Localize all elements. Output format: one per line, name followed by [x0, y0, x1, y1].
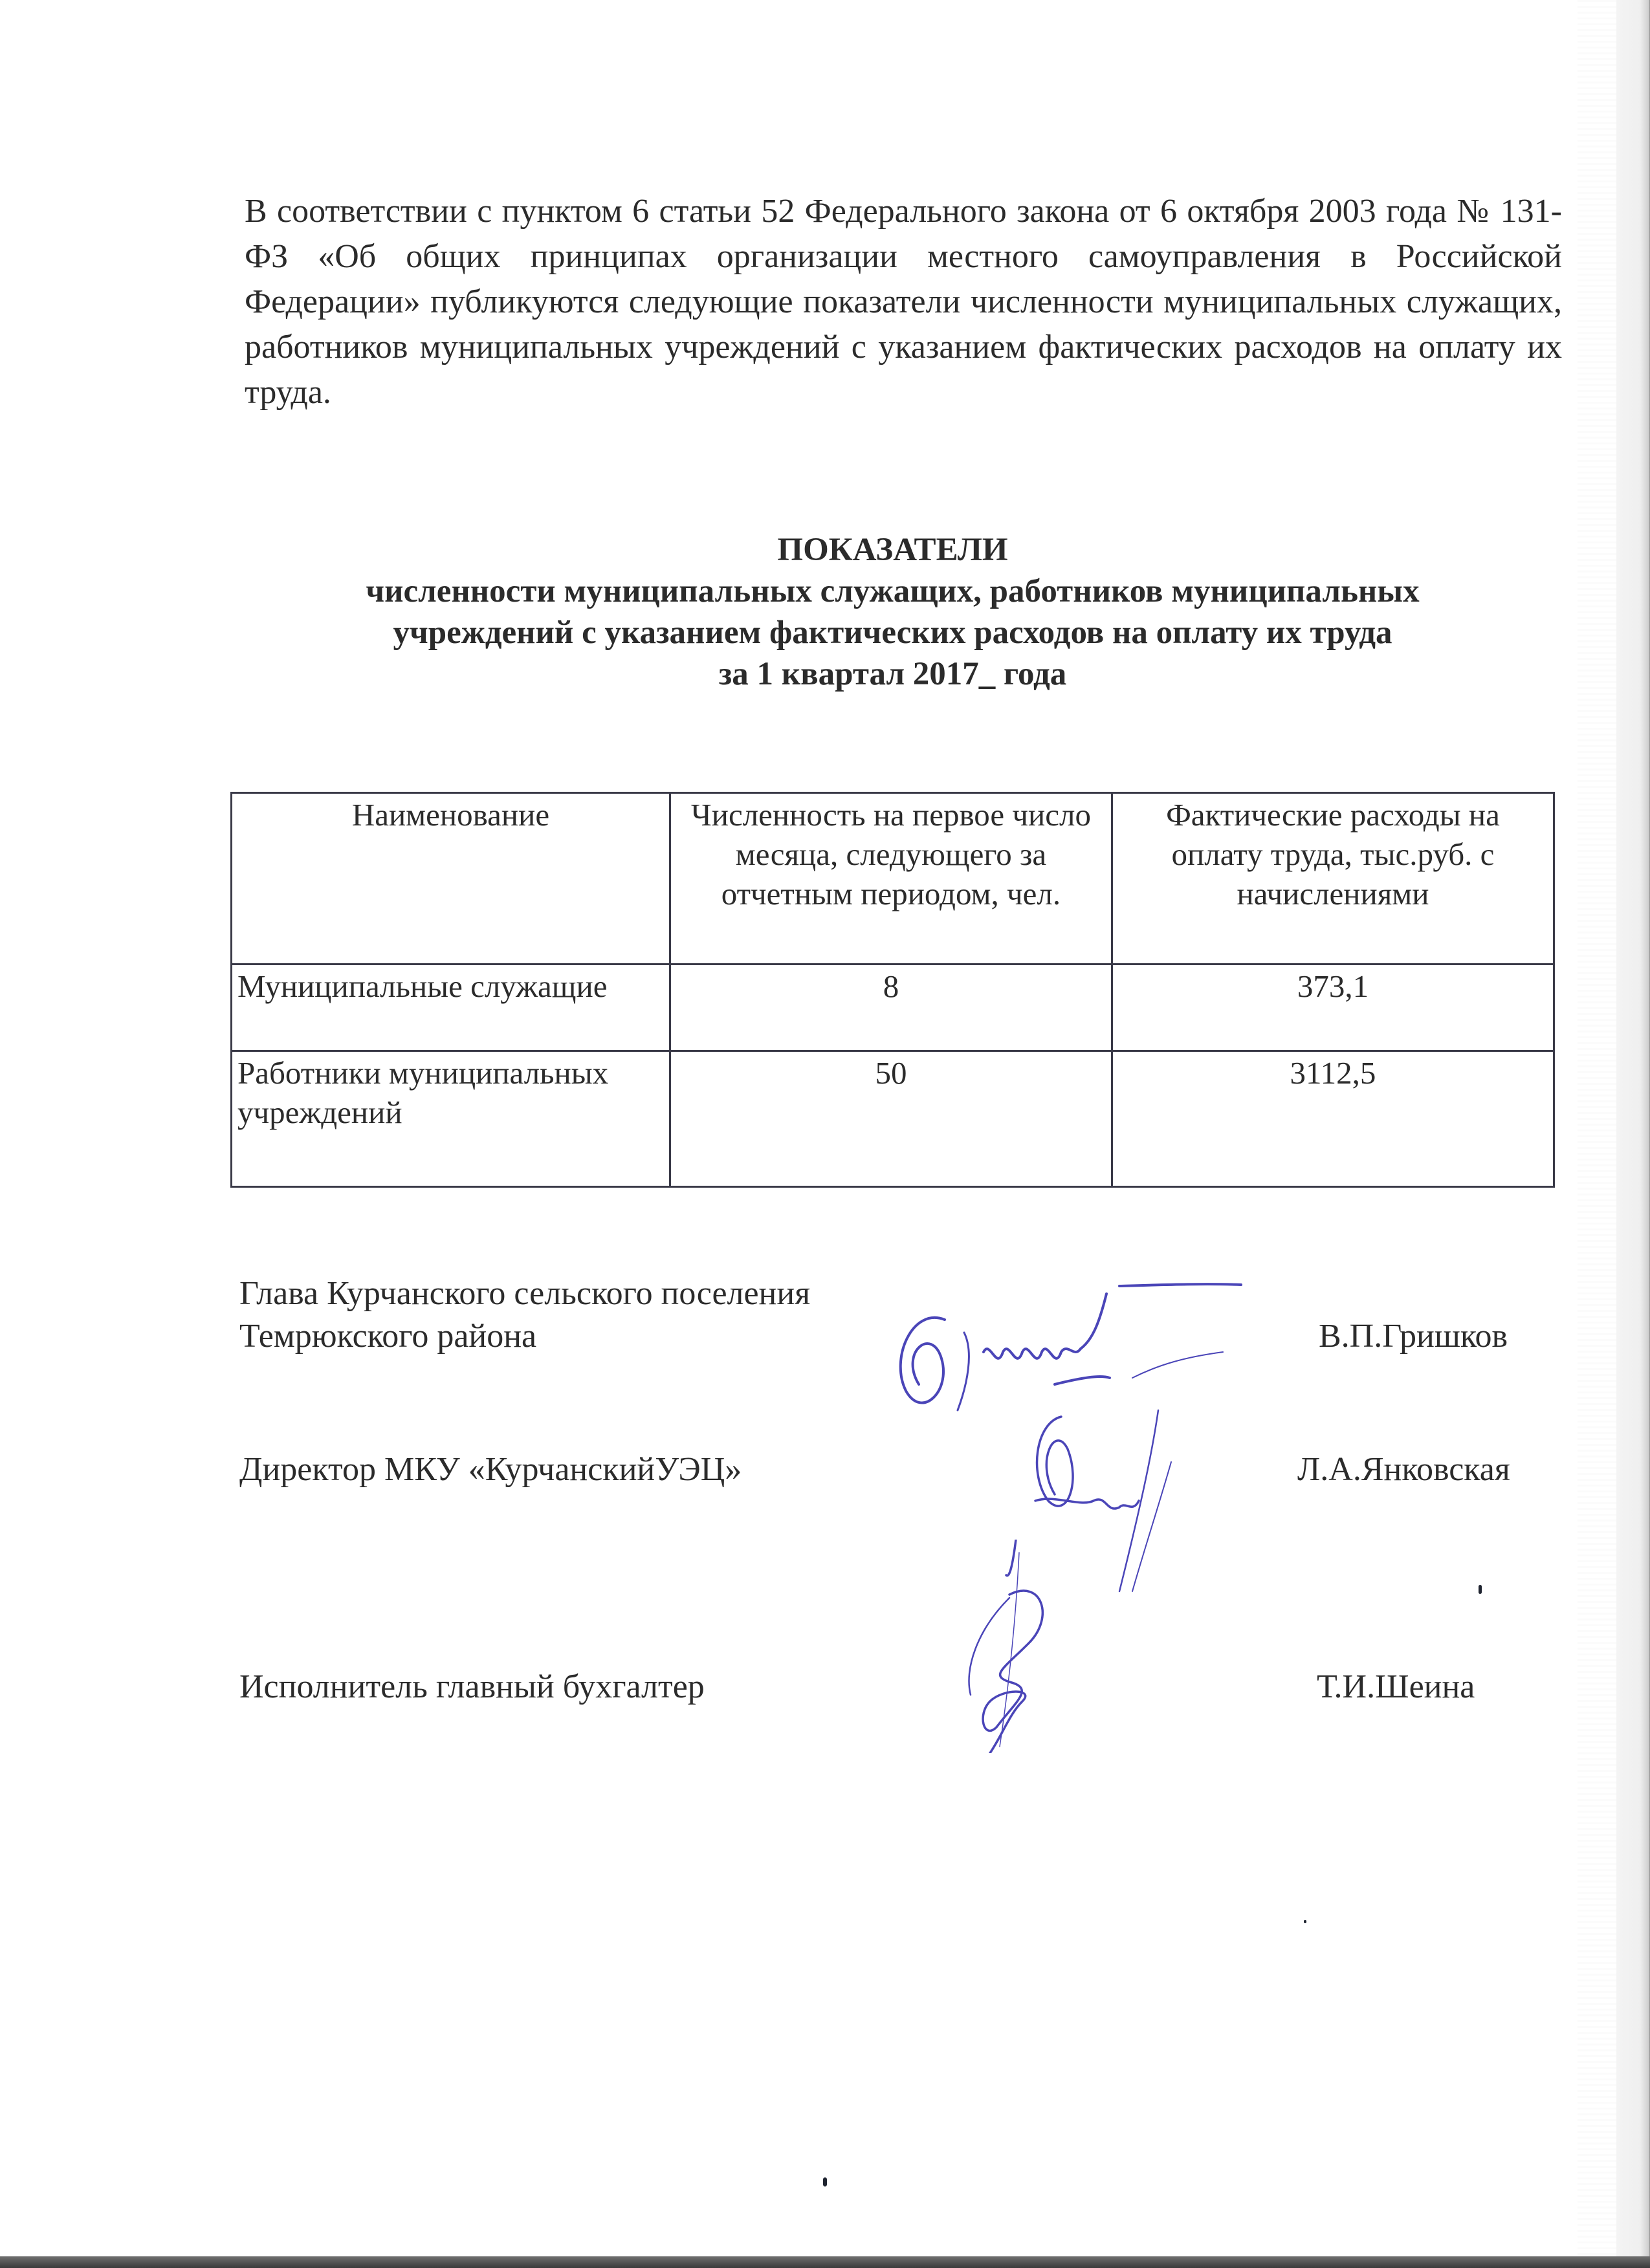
title-heading: ПОКАЗАТЕЛИ — [777, 532, 1008, 568]
document-title — [230, 529, 1555, 695]
header-name: Наименование — [232, 793, 670, 965]
scan-dot — [1479, 1585, 1482, 1594]
indicators-table — [230, 792, 1555, 1188]
signatory-position-3: Исполнитель главный бухгалтер — [239, 1668, 705, 1705]
signatory-name-2: Л.А.Янковская — [1297, 1451, 1510, 1488]
scan-noise — [1578, 0, 1616, 2258]
header-count: Численность на первое число месяца, следующего за отчетным периодом, чел. — [670, 793, 1112, 965]
signatory-position-2: Директор МКУ «КурчанскийУЭЦ» — [239, 1451, 742, 1488]
signature-sheina — [938, 1540, 1132, 1753]
intro-paragraph: В соответствии с пунктом 6 статьи 52 Федерального закона от 6 октября 2003 года № 131-ФЗ «Об общих принципах организации местного самоуправления в Российской Федерации» публикуются следующие показатели численности муниципальных служащих, работников муниципальных учреждений с указанием фактических расходов на оплату их труда. — [245, 193, 1562, 411]
signatory-name-1: В.П.Гришков — [1319, 1318, 1508, 1355]
row-cost: 373,1 — [1112, 965, 1554, 1051]
table-row — [232, 965, 1554, 1051]
scanned-page-edge — [1616, 0, 1650, 2258]
scanner-bottom-strip — [0, 2256, 1650, 2268]
signatory-position-1-line-2: Темрюкского района — [239, 1318, 537, 1355]
title-line-1: численности муниципальных служащих, работников муниципальных — [366, 573, 1420, 609]
scan-dot — [1304, 1920, 1306, 1923]
signatory-name-3: Т.И.Шеина — [1317, 1668, 1475, 1705]
title-period: за 1 квартал 2017_ года — [718, 656, 1067, 692]
row-name: Работники муниципальных учреждений — [232, 1051, 670, 1187]
row-cost: 3112,5 — [1112, 1051, 1554, 1187]
title-line-2: учреждений с указанием фактических расходов на оплату их труда — [393, 615, 1392, 651]
row-name: Муниципальные служащие — [232, 965, 670, 1051]
scan-dot — [823, 2177, 827, 2186]
row-count: 8 — [670, 965, 1112, 1051]
table-header-row — [232, 793, 1554, 965]
signatory-position-1: Глава Курчанского сельского поселения — [239, 1275, 811, 1312]
header-cost: Фактические расходы на оплату труда, тыс.руб. с начислениями — [1112, 793, 1554, 965]
table-row — [232, 1051, 1554, 1187]
row-count: 50 — [670, 1051, 1112, 1187]
